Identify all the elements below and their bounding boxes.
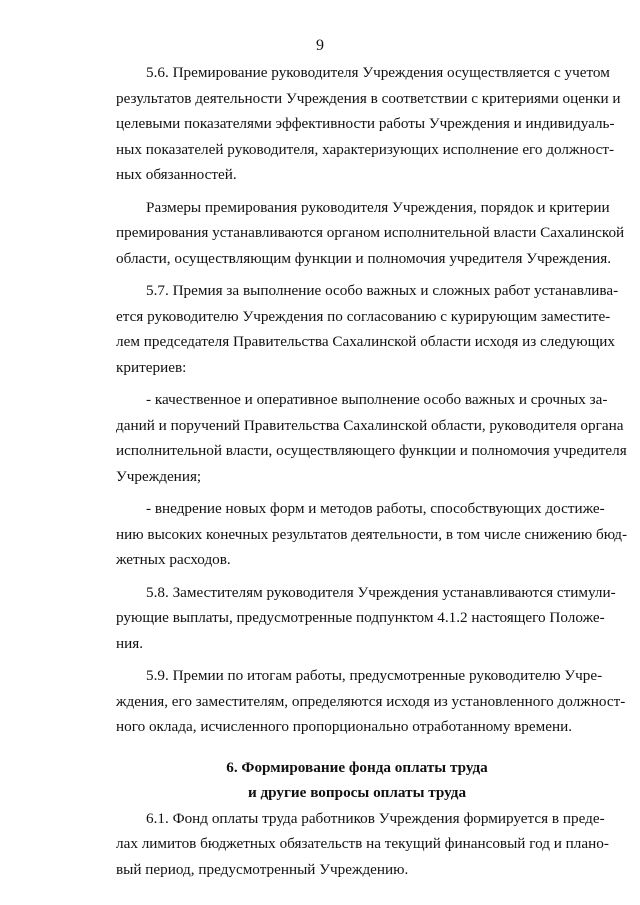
text-line: ного оклада, исчисленного пропорционально отработанному времени. xyxy=(116,718,573,735)
text-line: жетных расходов. xyxy=(116,551,231,568)
paragraph-5-7 xyxy=(116,278,619,380)
section-heading xyxy=(116,755,598,806)
text-line: ных показателей руководителя, характеризующих исполнение его должност- xyxy=(116,140,615,158)
text-line: 5.6. Премирование руководителя Учреждения осуществляется с учетом xyxy=(146,64,610,81)
paragraph-6-1 xyxy=(116,806,609,883)
text-line: результатов деятельности Учреждения в соответствии с критериями оценки и xyxy=(116,89,621,107)
text-line: нию высоких конечных результатов деятельности, в том числе снижению бюд- xyxy=(116,525,628,543)
text-line: ждения, его заместителям, определяются исходя из установленного должност- xyxy=(116,692,626,710)
paragraph-premium-size xyxy=(116,195,625,272)
text-line: лах лимитов бюджетных обязательств на текущий финансовый год и плано- xyxy=(116,835,609,852)
text-line: ния. xyxy=(116,634,144,652)
text-line: Размеры премирования руководителя Учреждения, порядок и критерии xyxy=(146,198,610,216)
text-line: лем председателя Правительства Сахалинской области исходя из следующих xyxy=(116,333,615,350)
text-line: премирования устанавливаются органом исполнительной власти Сахалинской xyxy=(116,224,625,241)
text-line: критериев: xyxy=(116,358,187,376)
text-line: 5.9. Премии по итогам работы, предусмотренные руководителю Учре- xyxy=(146,667,603,684)
text-line: ется руководителю Учреждения по согласованию с курирующим заместите- xyxy=(116,307,611,325)
section-heading-line: 6. Формирование фонда оплаты труда xyxy=(226,758,488,776)
text-line: - качественное и оперативное выполнение особо важных и срочных за- xyxy=(146,391,608,408)
paragraph-5-6 xyxy=(116,60,621,188)
text-line: 5.8. Заместителям руководителя Учреждения устанавливаются стимули- xyxy=(146,583,616,601)
text-line: области, осуществляющим функции и полномочия учредителя Учреждения. xyxy=(116,249,612,267)
text-line: 5.7. Премия за выполнение особо важных и сложных работ устанавлива- xyxy=(146,282,619,299)
document-body xyxy=(116,60,628,882)
paragraph-5-8 xyxy=(116,580,616,657)
text-line: рующие выплаты, предусмотренные подпунктом 4.1.2 настоящего Положе- xyxy=(116,609,605,626)
text-line: исполнительной власти, осуществляющего функции и полномочия учредителя xyxy=(116,442,627,459)
text-line: 6.1. Фонд оплаты труда работников Учреждения формируется в преде- xyxy=(146,809,605,827)
text-line: целевыми показателями эффективности работы Учреждения и индивидуаль- xyxy=(116,115,615,132)
text-line: ных обязанностей. xyxy=(116,166,237,183)
text-line: вый период, предусмотренный Учреждению. xyxy=(116,860,409,878)
section-heading-line: и другие вопросы оплаты труда xyxy=(247,784,467,801)
text-line: даний и поручений Правительства Сахалинской области, руководителя органа xyxy=(116,416,624,434)
paragraph-criterion-2 xyxy=(116,496,628,573)
paragraph-5-9 xyxy=(116,663,626,740)
page-number: 9 xyxy=(316,37,324,54)
text-line: - внедрение новых форм и методов работы, способствующих достиже- xyxy=(146,500,605,517)
paragraph-criterion-1 xyxy=(116,387,627,489)
text-line: Учреждения; xyxy=(116,467,202,485)
